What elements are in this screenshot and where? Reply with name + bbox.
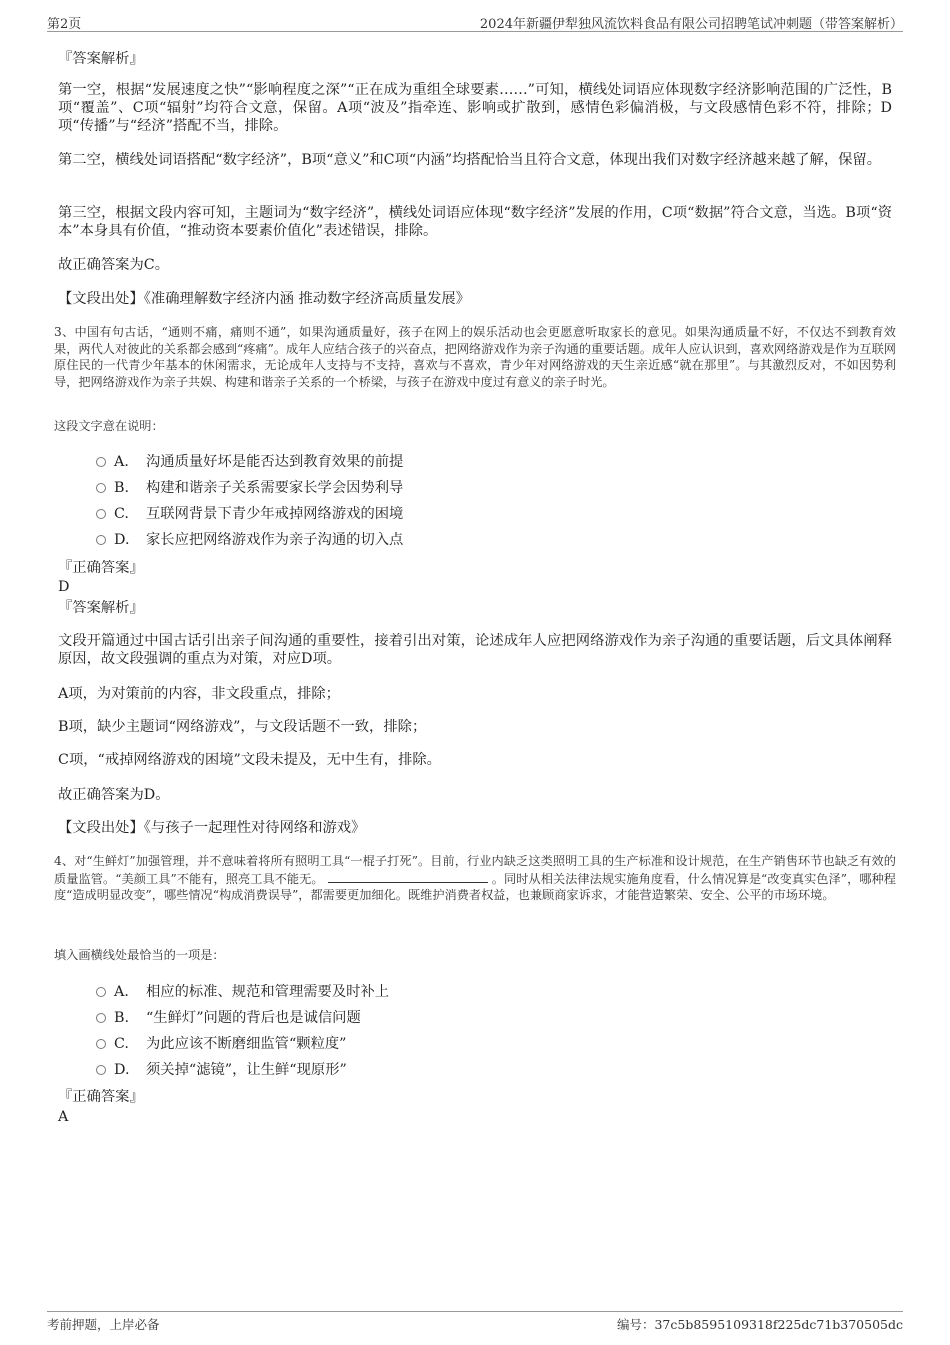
- q2-analysis-p1: 第一空，根据“发展速度之快”“影响程度之深”“正在成为重组全球要素……”可知，横线处词语应体现数字经济影响范围的广泛性，B项“覆盖”、C项“辐射”均符合文意，保留。A项“波及”指牵连、影响或扩散到，感情色彩偏消极，与文段感情色彩不符，排除；D项“传播”与“经济”搭配不当，排除。: [58, 82, 892, 134]
- q4-stem: 4、对“生鲜灯”加强管理，并不意味着将所有照明工具“一棍子打死”。目前，行业内缺乏这类照明工具的生产标准和设计规范，在生产销售环节也缺乏有效的质量监管。“美颜工具”不能有，照亮工具不能无。 。同时从相关法律法规实施角度看，什么情况算是“改变真实色泽”，哪种程度“造成明显改变”，哪些情况“构成消费误导”，都需要更加细化。既维护消费者权益，也兼顾商家诉求，才能营造繁荣、安全、公平的市场环境。: [54, 854, 896, 902]
- document-title: 2024年新疆伊犁独风流饮料食品有限公司招聘笔试冲刺题（带答案解析）: [479, 17, 903, 32]
- q2-analysis-p3: 第三空，根据文段内容可知，主题词为“数字经济”，横线处词语应体现“数字经济”发展的作用，C项“数据”符合文意，当选。B项“资本”本身具有价值，“推动资本要素价值化”表述错误，排除。: [58, 205, 892, 239]
- q2-analysis-label: 『答案解析』: [58, 51, 144, 67]
- q4-answer-label: 『正确答案』: [58, 1089, 144, 1105]
- q3-option-d[interactable]: D. 家长应把网络游戏作为亲子沟通的切入点: [96, 531, 403, 549]
- radio-icon[interactable]: [96, 535, 106, 545]
- q3-answer-label: 『正确答案』: [58, 560, 144, 576]
- radio-icon[interactable]: [96, 1039, 106, 1049]
- q3-option-b[interactable]: B. 构建和谐亲子关系需要家长学会因势利导: [96, 479, 403, 497]
- q2-analysis-p2: 第二空，横线处词语搭配“数字经济”，B项“意义”和C项“内涵”均搭配恰当且符合文意，体现出我们对数字经济越来越了解，保留。: [58, 152, 882, 168]
- page-header: [47, 13, 903, 32]
- q2-analysis-conclusion: 故正确答案为C。: [58, 257, 170, 273]
- radio-icon[interactable]: [96, 1065, 106, 1075]
- q3-analysis-p3: B项，缺少主题词“网络游戏”，与文段话题不一致，排除；: [58, 719, 427, 735]
- radio-icon[interactable]: [96, 483, 106, 493]
- q3-analysis-p1: 文段开篇通过中国古话引出亲子间沟通的重要性，接着引出对策，论述成年人应把网络游戏作为亲子沟通的重要话题，后文具体阐释原因，故文段强调的重点为对策，对应D项。: [58, 633, 892, 667]
- q4-option-d[interactable]: D. 须关掉“滤镜”，让生鲜“现原形”: [96, 1061, 347, 1079]
- radio-icon[interactable]: [96, 1013, 106, 1023]
- q3-option-c[interactable]: C. 互联网背景下青少年戒掉网络游戏的困境: [96, 505, 403, 523]
- q4-option-c[interactable]: C. 为此应该不断磨细监管“颗粒度”: [96, 1035, 346, 1053]
- q3-prompt: 这段文字意在说明：: [54, 419, 164, 433]
- q4-option-b[interactable]: B. “生鲜灯”问题的背后也是诚信问题: [96, 1009, 361, 1027]
- q3-source: 【文段出处】《与孩子一起理性对待网络和游戏》: [58, 820, 366, 836]
- footer-slogan: 考前押题，上岸必备: [47, 1317, 160, 1332]
- q3-stem: 3、中国有句古话，“通则不痛，痛则不通”，如果沟通质量好，孩子在网上的娱乐活动也会更愿意听取家长的意见。如果沟通质量不好，不仅达不到教育效果，两代人对彼此的关系都会感到“疼痛”。成年人应结合孩子的兴奋点，把网络游戏作为亲子沟通的重要话题。成年人应认识到，喜欢网络游戏是作为互联网原住民的一代青少年基本的休闲需求，无论成年人支持与不支持，喜欢与不喜欢，青少年对网络游戏的天生亲近感“就在那里”。与其激烈反对，不如因势利导，把网络游戏作为亲子共娱、构建和谐亲子关系的一个桥梁，与孩子在游戏中度过有意义的亲子时光。: [54, 325, 896, 389]
- q2-source: 【文段出处】《准确理解数字经济内涵 推动数字经济高质量发展》: [58, 291, 471, 307]
- footer-serial: 编号：37c5b8595109318f225dc71b370505dc: [616, 1317, 903, 1332]
- q3-option-a[interactable]: A． 沟通质量好坏是能否达到教育效果的前提: [96, 453, 403, 471]
- q3-analysis-conclusion: 故正确答案为D。: [58, 787, 170, 803]
- q3-answer: D: [58, 579, 70, 595]
- q3-analysis-p4: C项，“戒掉网络游戏的困境”文段未提及，无中生有，排除。: [58, 752, 441, 768]
- radio-icon[interactable]: [96, 987, 106, 997]
- radio-icon[interactable]: [96, 509, 106, 519]
- page-number: 第2页: [47, 17, 82, 32]
- q4-prompt: 填入画横线处最恰当的一项是：: [54, 948, 225, 962]
- radio-icon[interactable]: [96, 457, 106, 467]
- q3-analysis-label: 『答案解析』: [58, 600, 144, 616]
- q4-option-a[interactable]: A． 相应的标准、规范和管理需要及时补上: [96, 983, 389, 1001]
- q4-answer: A: [58, 1109, 69, 1125]
- answer-blank: [328, 870, 488, 883]
- q3-analysis-p2: A项，为对策前的内容，非文段重点，排除；: [58, 686, 340, 702]
- page-footer: [47, 1311, 903, 1333]
